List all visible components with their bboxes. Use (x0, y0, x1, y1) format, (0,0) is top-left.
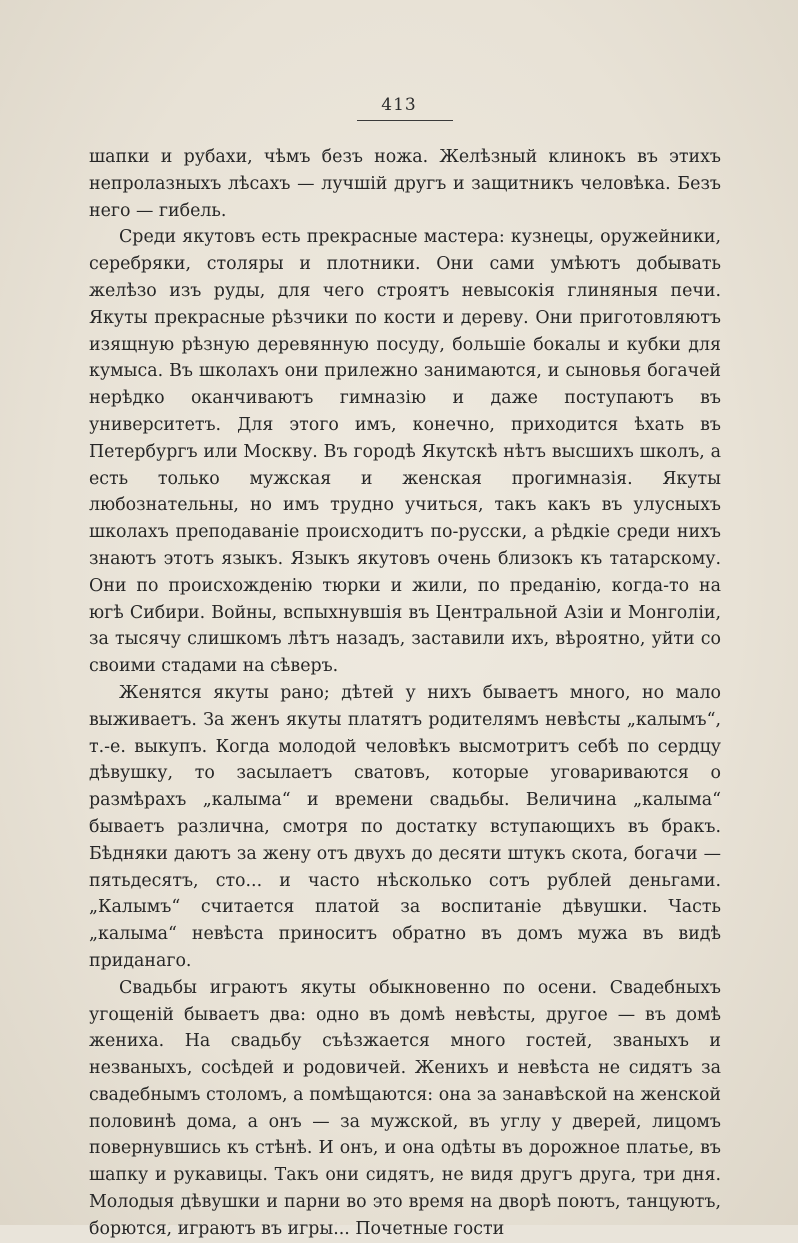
paragraph-2: Среди якутовъ есть прекрасные мастера: кузнецы, оружейники, серебряки, столяры и плотники. Они сами умѣютъ добывать желѣзо изъ руды, для чего строятъ невысокія глиняныя печи. Якуты прекрасные рѣзчики по кости и дереву. Они приготовляютъ изящную рѣзную деревянную посуду, большіе бокалы и кубки для кумыса. Въ школахъ они прилежно занимаются, и сыновья богачей нерѣдко оканчиваютъ гимназію и даже поступаютъ въ университетъ. Для этого имъ, конечно, приходится ѣхать въ Петербургъ или Москву. Въ городѣ Якутскѣ нѣтъ высшихъ школъ, а есть только мужская и женская прогимназія. Якуты любознательны, но имъ трудно учиться, такъ какъ въ улусныхъ школахъ преподаваніе происходитъ по-русски, а рѣдкіе среди нихъ знаютъ этотъ языкъ. Языкъ якутовъ очень близокъ къ татарскому. Они по происхожденію тюрки и жили, по преданію, когда-то на югѣ Сибири. Войны, вспыхнувшія въ Центральной Азіи и Монголіи, за тысячу слишкомъ лѣтъ назадъ, заставили ихъ, вѣроятно, уйти со своими стадами на сѣверъ. (89, 227, 721, 677)
paragraph-1: шапки и рубахи, чѣмъ безъ ножа. Желѣзный клинокъ въ этихъ непролазныхъ лѣсахъ — лучшій другъ и защитникъ человѣка. Безъ него — гибель. (89, 147, 721, 221)
page-text-body (89, 144, 721, 1243)
paragraph-4: Свадьбы играютъ якуты обыкновенно по осени. Свадебныхъ угощеній бываетъ два: одно въ домѣ невѣсты, другое — въ домѣ жениха. На свадьбу съѣзжается много гостей, званыхъ и незваныхъ, сосѣдей и родовичей. Женихъ и невѣста не сидятъ за свадебнымъ столомъ, а помѣщаются: она за занавѣской на женской половинѣ дома, а онъ — за мужской, въ углу у дверей, лицомъ повернувшись къ стѣнѣ. И онъ, и она одѣты въ дорожное платье, въ шапку и рукавицы. Такъ они сидятъ, не видя другъ друга, три дня. Молодыя дѣвушки и парни во это время на дворѣ поютъ, танцуютъ, борются, играютъ въ игры... Почетные гости (89, 977, 721, 1239)
paragraph-3: Женятся якуты рано; дѣтей у нихъ бываетъ много, но мало выживаетъ. За женъ якуты платятъ родителямъ невѣсты „калымъ“, т.-е. выкупъ. Когда молодой человѣкъ высмотритъ себѣ по сердцу дѣвушку, то засылаетъ сватовъ, которые уговариваются о размѣрахъ „калыма“ и времени свадьбы. Величина „калыма“ бываетъ различна, смотря по достатку вступающихъ въ бракъ. Бѣдняки даютъ за жену отъ двухъ до десяти штукъ скота, богачи — пятьдесятъ, сто... и часто нѣсколько сотъ рублей деньгами. „Калымъ“ считается платой за воспитаніе дѣвушки. Часть „калыма“ невѣста приноситъ обратно въ домъ мужа въ видѣ приданаго. (89, 682, 721, 971)
page-number-rule (357, 120, 453, 121)
page-number: 413 (381, 95, 417, 115)
